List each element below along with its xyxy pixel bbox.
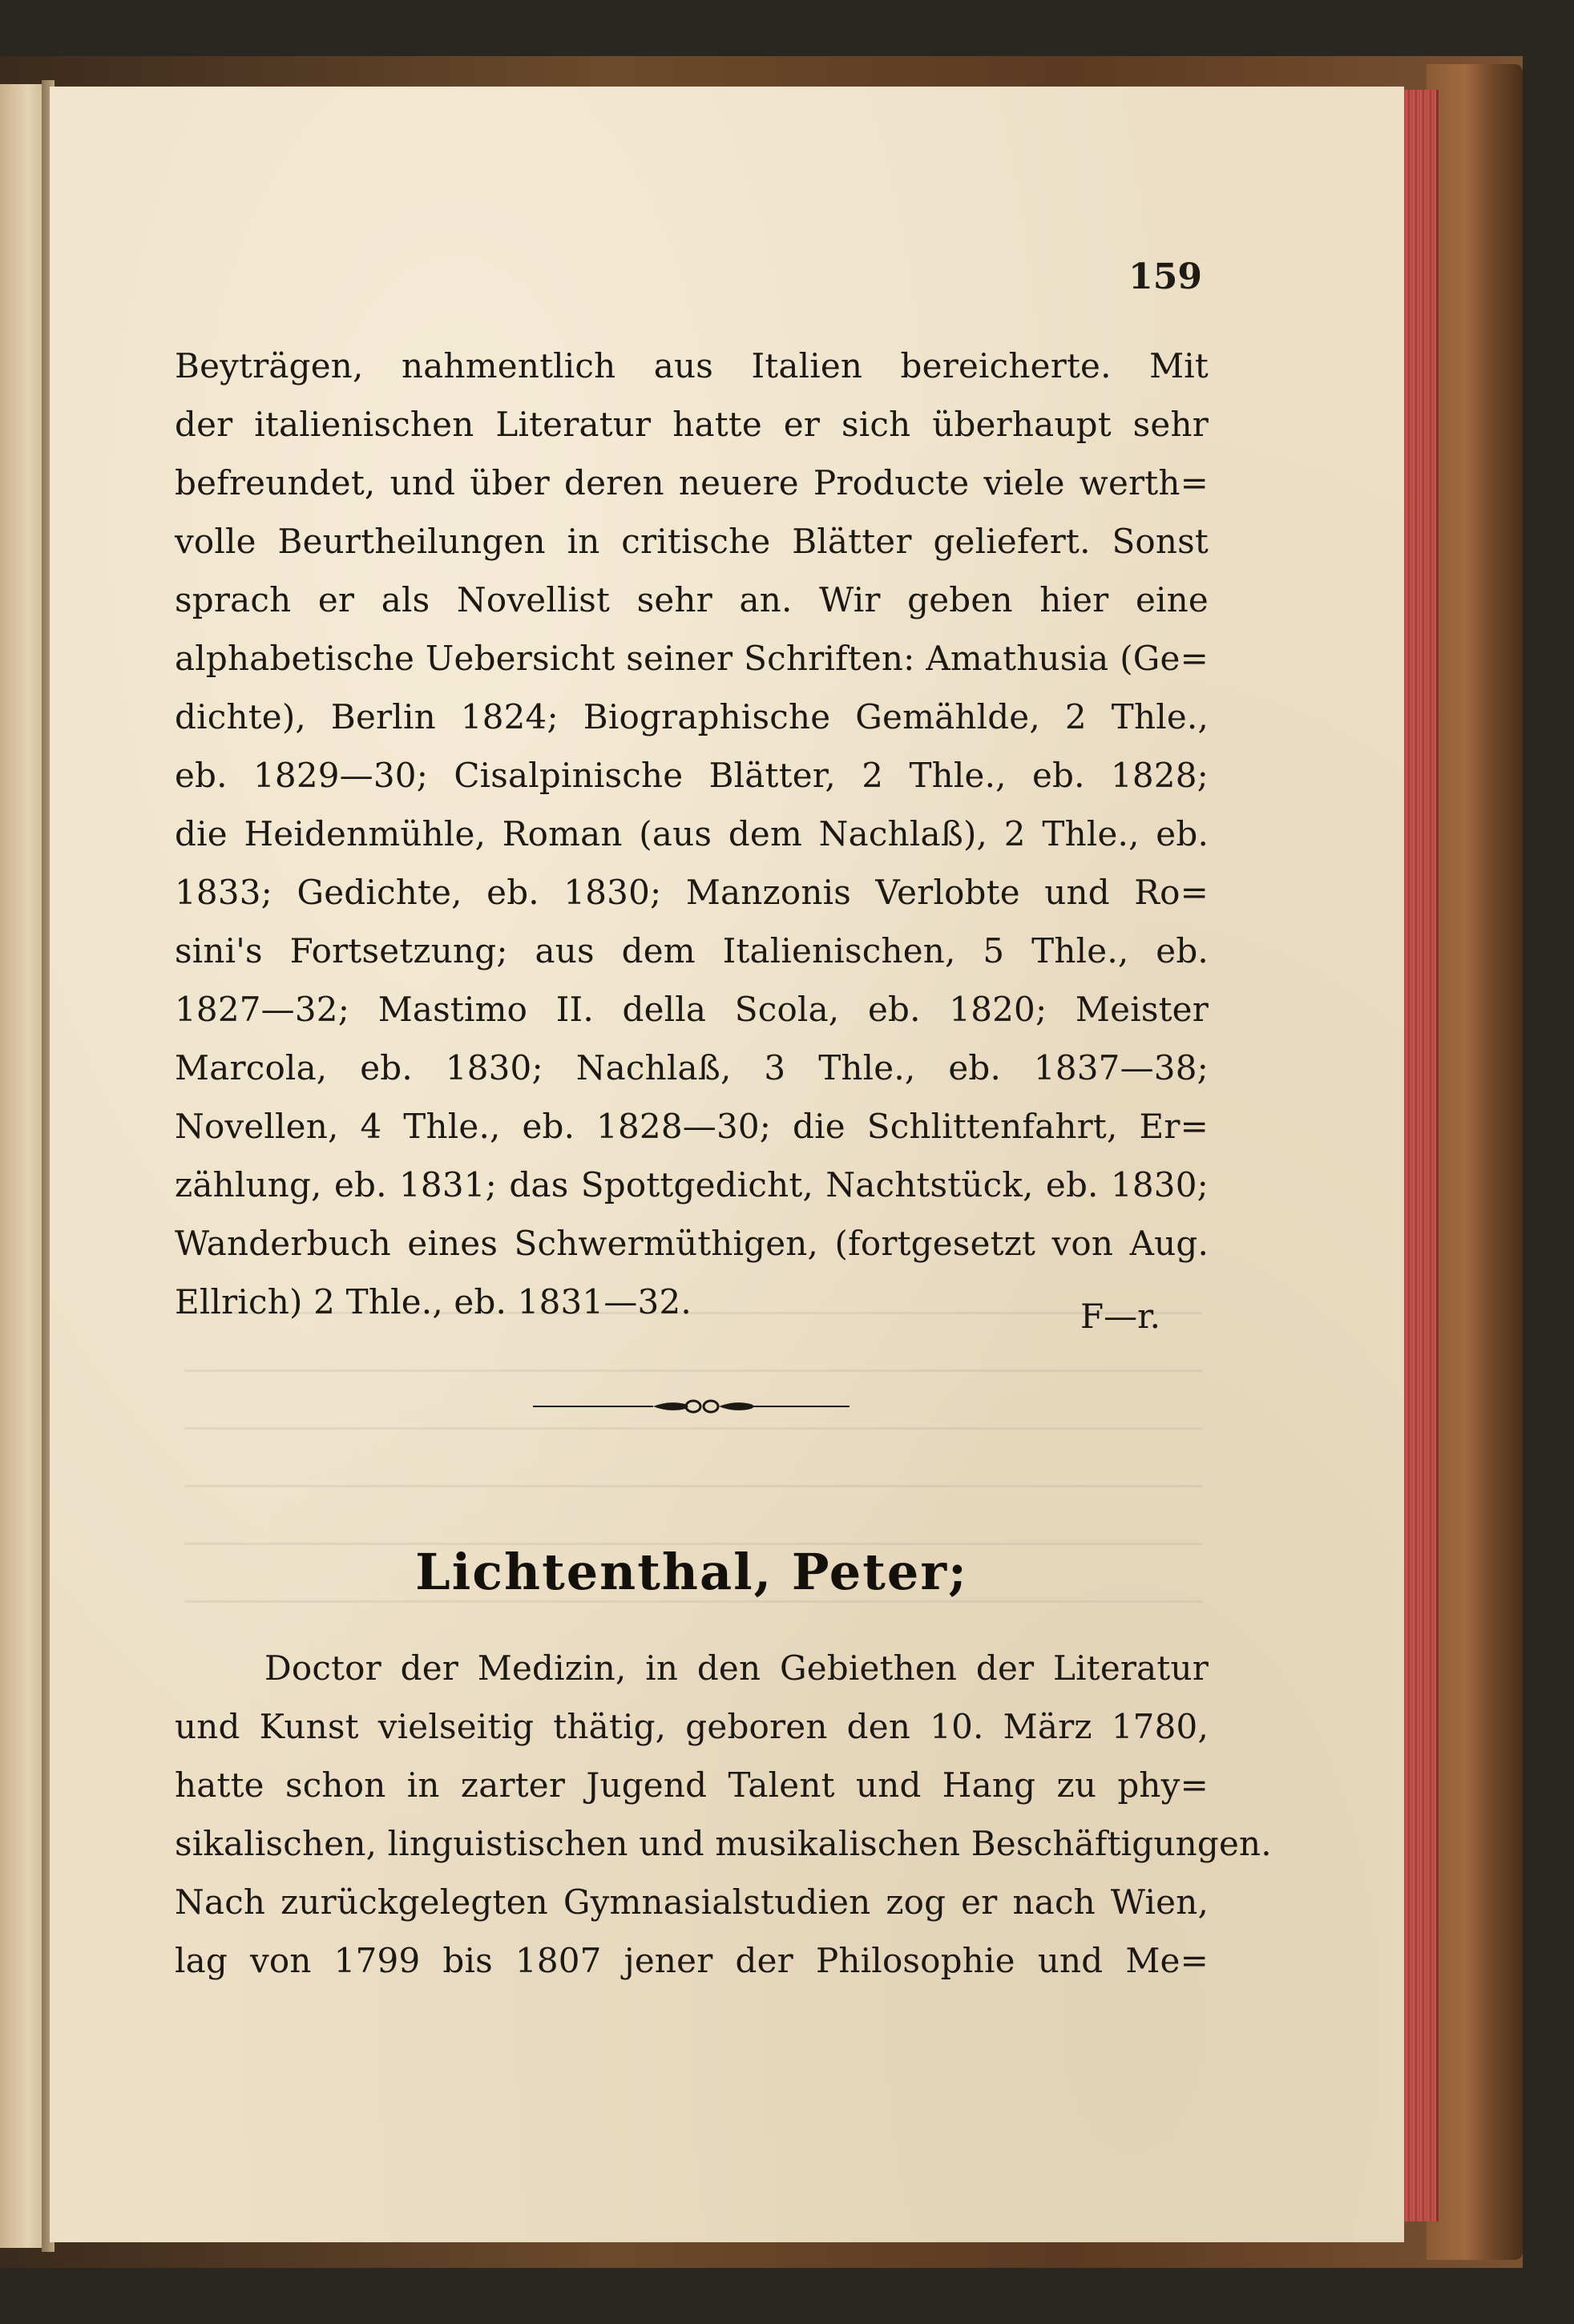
text-line: hatte schon in zarter Jugend Talent und Hang zu phy= — [175, 1765, 1209, 1805]
text-line: Wanderbuch eines Schwermüthigen, (fortgesetzt von Aug. — [175, 1224, 1209, 1263]
red-page-edges — [1404, 90, 1439, 2221]
text-line: lag von 1799 bis 1807 jener der Philosophie und Me= — [175, 1941, 1209, 1980]
text-line: befreundet, und über deren neuere Producte viele werth= — [175, 463, 1209, 502]
text-line: zählung, eb. 1831; das Spottgedicht, Nachtstück, eb. 1830; — [175, 1165, 1209, 1204]
text-line: Beyträgen, nahmentlich aus Italien bereicherte. Mit — [175, 346, 1209, 385]
text-line: Novellen, 4 Thle., eb. 1828—30; die Schlittenfahrt, Er= — [175, 1107, 1209, 1146]
text-line: dichte), Berlin 1824; Biographische Gemählde, 2 Thle., — [175, 697, 1209, 736]
text-line: 1827—32; Mastimo II. della Scola, eb. 1820; Meister — [175, 990, 1209, 1029]
text-line: Marcola, eb. 1830; Nachlaß, 3 Thle., eb. 1837—38; — [175, 1048, 1209, 1087]
text-line: der italienischen Literatur hatte er sich überhaupt sehr — [175, 405, 1209, 444]
text-line: die Heidenmühle, Roman (aus dem Nachlaß), 2 Thle., eb. — [175, 814, 1209, 853]
text-line: alphabetische Uebersicht seiner Schriften: Amathusia (Ge= — [175, 639, 1209, 678]
page-number: 159 — [1128, 256, 1202, 297]
text-line: sini's Fortsetzung; aus dem Italienischen, 5 Thle., eb. — [175, 931, 1209, 970]
text-line: eb. 1829—30; Cisalpinische Blätter, 2 Thle., eb. 1828; — [175, 756, 1209, 795]
text-line: Nach zurückgelegten Gymnasialstudien zog er nach Wien, — [175, 1882, 1209, 1922]
facing-page-edge — [0, 84, 46, 2248]
ornamental-divider — [533, 1390, 850, 1422]
text-line: 1833; Gedichte, eb. 1830; Manzonis Verlobte und Ro= — [175, 873, 1209, 912]
text-line: Doctor der Medizin, in den Gebiethen der Literatur — [264, 1648, 1209, 1688]
entry-heading: Lichtenthal, Peter; — [415, 1543, 968, 1601]
book-cover-edge — [1427, 64, 1523, 2260]
text-line: und Kunst vielseitig thätig, geboren den 10. März 1780, — [175, 1707, 1209, 1746]
text-line: sikalischen, linguistischen und musikalischen Beschäftigungen. — [175, 1824, 1272, 1863]
text-line: sprach er als Novellist sehr an. Wir geben hier eine — [175, 580, 1209, 619]
text-line: Ellrich) 2 Thle., eb. 1831—32. — [175, 1282, 692, 1321]
text-line: volle Beurtheilungen in critische Blätter geliefert. Sonst — [175, 522, 1209, 561]
entry-text — [175, 1639, 1272, 1990]
continued-entry-text — [175, 337, 1209, 1331]
author-signature: F—r. — [1080, 1297, 1160, 1336]
